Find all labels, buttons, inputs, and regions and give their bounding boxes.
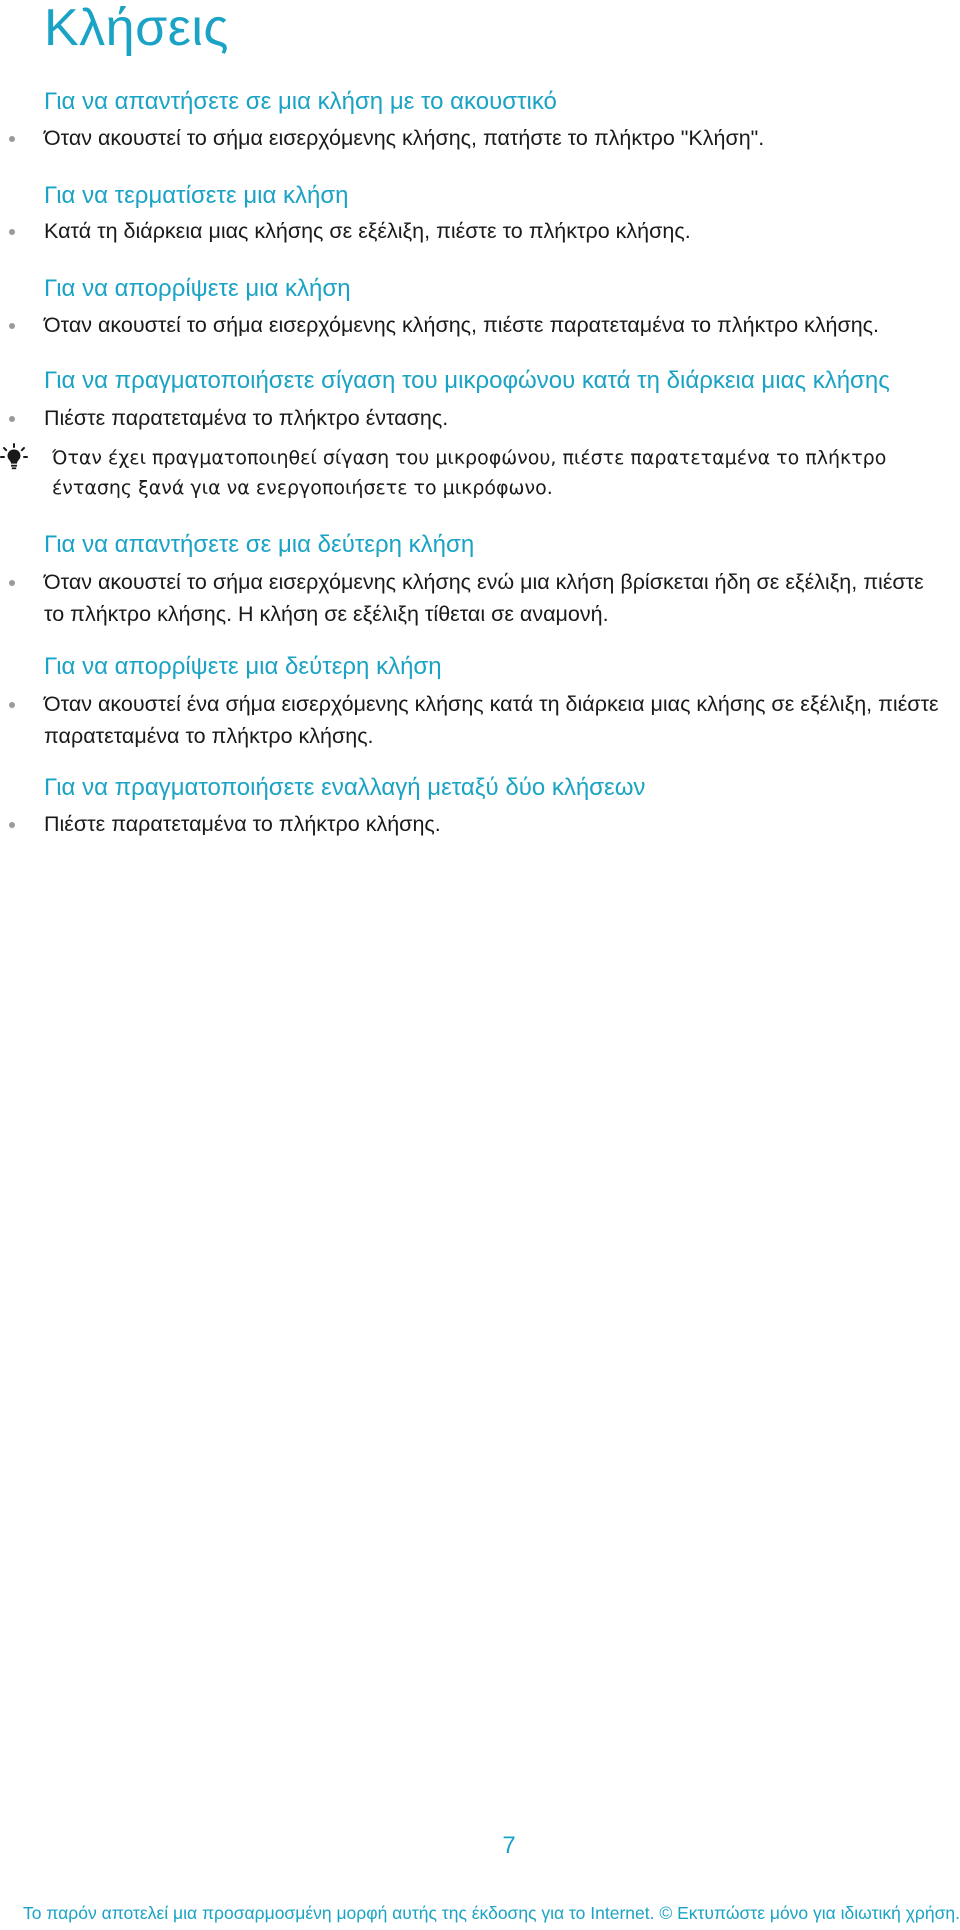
section-heading-answer-call: Για να απαντήσετε σε μια κλήση με το ακουστικό [44,88,557,115]
section-heading-mute-microphone: Για να πραγματοποιήσετε σίγαση του μικροφώνου κατά τη διάρκεια μιας κλήσης [44,367,890,394]
bullet-dot [9,416,15,422]
bullet-dot [9,136,15,142]
instruction-text: Όταν ακουστεί το σήμα εισερχόμενης κλήσης, πατήστε το πλήκτρο "Κλήση". [44,126,765,150]
page-number: 7 [502,1832,516,1859]
tip-text: Όταν έχει πραγματοποιηθεί σίγαση του μικροφώνου, πιέστε παρατεταμένα το πλήκτρο έντασης ξανά για να ενεργοποιήσετε το μικρόφωνο. [52,447,887,499]
section-heading-switch-calls: Για να πραγματοποιήσετε εναλλαγή μεταξύ δύο κλήσεων [44,774,646,801]
instruction-text: Όταν ακουστεί το σήμα εισερχόμενης κλήσης ενώ μια κλήση βρίσκεται ήδη σε εξέλιξη, πιέστε το πλήκτρο κλήσης. Η κλήση σε εξέλιξη τίθεται σε αναμονή. [44,570,924,626]
bullet-dot [9,580,15,586]
instruction-text: Πιέστε παρατεταμένα το πλήκτρο κλήσης. [44,812,441,836]
section-heading-reject-second-call: Για να απορρίψετε μια δεύτερη κλήση [44,653,442,680]
instruction-text: Όταν ακουστεί ένα σήμα εισερχόμενης κλήσης κατά τη διάρκεια μιας κλήσης σε εξέλιξη, πιέστε παρατεταμένα το πλήκτρο κλήσης. [44,692,939,748]
bullet-dot [9,229,15,235]
instruction-text: Κατά τη διάρκεια μιας κλήσης σε εξέλιξη, πιέστε το πλήκτρο κλήσης. [44,219,691,243]
instruction-text: Όταν ακουστεί το σήμα εισερχόμενης κλήσης, πιέστε παρατεταμένα το πλήκτρο κλήσης. [44,313,880,337]
lightbulb-icon [0,443,28,471]
section-heading-reject-call: Για να απορρίψετε μια κλήση [44,275,351,302]
section-heading-answer-second-call: Για να απαντήσετε σε μια δεύτερη κλήση [44,531,475,558]
section-heading-end-call: Για να τερματίσετε μια κλήση [44,182,349,209]
bullet-dot [9,702,15,708]
bullet-dot [9,323,15,329]
bullet-dot [9,822,15,828]
footer-note: Το παρόν αποτελεί μια προσαρμοσμένη μορφή αυτής της έκδοσης για το Internet. © Εκτυπώστε μόνο για ιδιωτική χρήση. [22,1903,960,1923]
instruction-text: Πιέστε παρατεταμένα το πλήκτρο έντασης. [44,406,449,430]
page-title: Κλήσεις [44,0,229,57]
